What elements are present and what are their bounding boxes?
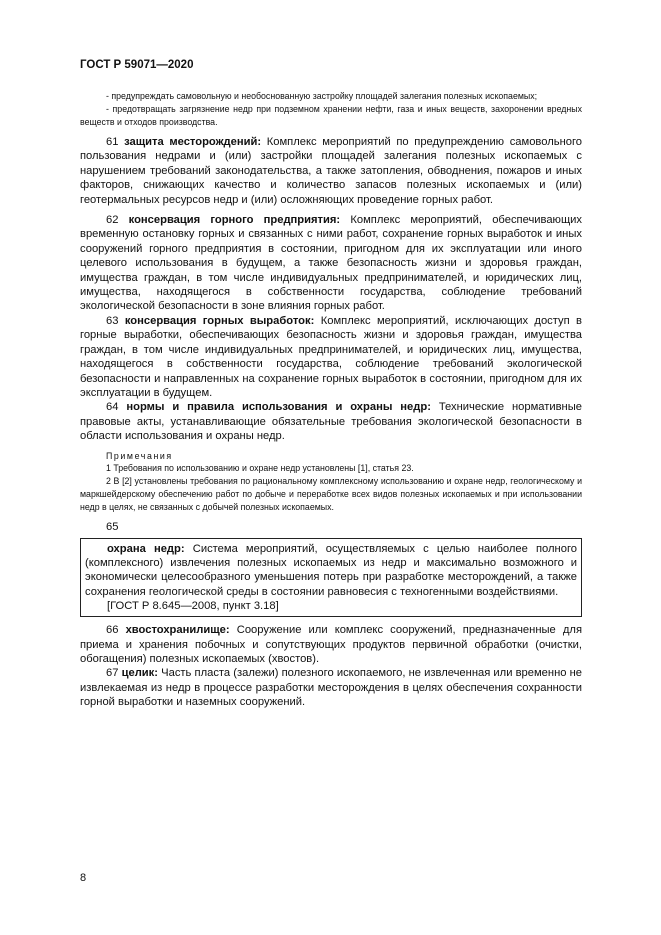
note-1: 1 Требования по использованию и охране недр установлены [1], статья 23. bbox=[106, 462, 414, 473]
term-67: целик: bbox=[121, 667, 159, 680]
intro-bullet-1: - предупреждать самовольную и необоснованную застройку площадей залегания полезных ископаемых; bbox=[106, 91, 538, 101]
entry-62: 62 консервация горного предприятия: Комплекс мероприятий, обеспечивающих временную остановку горных и связанных с ними работ, сохранение горных выработок и иных сооружений горного предприятия в состоянии, пригодном для их эксплуатации или иного целевого использования в будущем, а также безопасность жизни и здоровья граждан, имущества граждан, в том числе индивидуальных предпринимателей, и юридических лиц, имущества, находящегося в собственности государства, соблюдение требований экологической безопасности в зоне влияния горных работ. bbox=[80, 214, 582, 313]
entry-65-box bbox=[80, 538, 582, 618]
page-number: 8 bbox=[80, 872, 87, 884]
document-header: ГОСТ Р 59071—2020 bbox=[80, 59, 194, 71]
term-64: нормы и правила использования и охраны недр: bbox=[126, 401, 431, 414]
entry-65-reference: [ГОСТ Р 8.645—2008, пункт 3.18] bbox=[107, 600, 279, 613]
term-66: хвостохранилище: bbox=[125, 624, 230, 637]
term-65: охрана недр: bbox=[107, 542, 185, 555]
term-62: консервация горного предприятия: bbox=[128, 214, 341, 227]
entry-66: 66 хвостохранилище: Сооружение или комплекс сооружений, предназначенные для приема и хранения побочных и сопутствующих продуктов первичной обработки (очистки, обогащения) полезных ископаемых (хвостов). bbox=[80, 624, 583, 665]
term-63: консервация горных выработок: bbox=[124, 314, 315, 327]
note-2: 2 В [2] установлены требования по рациональному комплексному использованию и охране недр, геологическому и маркшейдерскому обеспечению работ по добыче и переработке всех видов полезных ископаемых и при использовании недр в целях, не связанных с добычей полезных ископаемых. bbox=[80, 475, 582, 512]
page-content bbox=[80, 90, 582, 710]
term-61: защита месторождений: bbox=[124, 136, 262, 148]
entry-65-number: 65 bbox=[106, 520, 119, 533]
entry-65: охрана недр: Система мероприятий, осуществляемых с целью наиболее полного (комплексного) извлечения полезных ископаемых из недр и максимально возможного и экономически целесообразного уменьшения потерь при разработке месторождений, а также сохранения геологической среды в состоянии равновесия с техногенными воздействиями. bbox=[85, 542, 578, 598]
entry-61: 61 защита месторождений: Комплекс мероприятий по предупреждению самовольного пользования недрами и (или) застройки площадей залегания полезных ископаемых с нарушением требований законодательства, а также затопления, обводнения, пожаров и иных факторов, снижающих качество и количество запасов полезных ископаемых и (или) геотермальных ресурсов недр и (или) осложняющих проведение горных работ. bbox=[80, 136, 583, 206]
entry-67: 67 целик: Часть пласта (залежи) полезного ископаемого, не извлеченная или временно не извлекаемая из недр в процессе разработки месторождения в целях обеспечения сохранности горной выработки и наземных сооружений. bbox=[80, 667, 583, 709]
entry-64: 64 нормы и правила использования и охраны недр: Технические нормативные правовые акты, устанавливающие обязательные требования экологической безопасности в области использования и охраны недр. bbox=[80, 401, 583, 443]
intro-bullet-2: - предотвращать загрязнение недр при подземном хранении нефти, газа и иных веществ, захоронении вредных веществ и отходов производства. bbox=[80, 104, 582, 127]
entry-63: 63 консервация горных выработок: Комплекс мероприятий, исключающих доступ в горные выработки, обеспечивающих безопасность жизни и здоровья граждан, имущества граждан, в том числе индивидуальных предпринимателей, и юридических лиц, имущества, находящегося в собственности государства, соблюдение требований экологической безопасности и направленных на сохранение горных выработок в состоянии, пригодном для их эксплуатации в будущем. bbox=[80, 314, 582, 399]
notes-title: Примечания bbox=[106, 450, 173, 461]
